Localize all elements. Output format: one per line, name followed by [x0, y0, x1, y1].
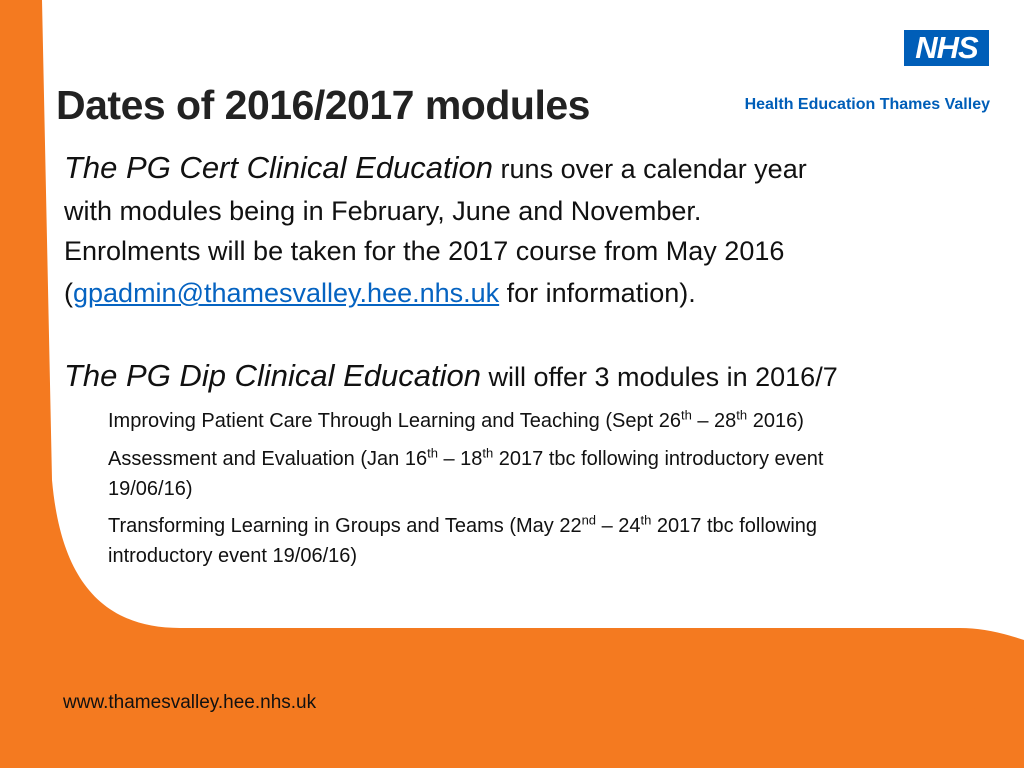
page-title: Dates of 2016/2017 modules [56, 82, 590, 128]
module-item-1 [108, 407, 804, 433]
nhs-logo: NHS [904, 30, 989, 66]
paren-open: ( [64, 278, 73, 308]
pgcert-line-3: Enrolments will be taken for the 2017 course from May 2016 [64, 236, 785, 266]
module-3-sup-2: th [640, 512, 652, 528]
pgcert-line-1 [64, 150, 807, 186]
organization-name: Health Education Thames Valley [744, 96, 990, 113]
module-2-sup-2: th [482, 445, 494, 461]
module-1-text-c: 2016) [747, 410, 804, 432]
module-1-text-b: – 28 [691, 410, 737, 432]
pgcert-line-1-text: runs over a calendar year [500, 154, 807, 184]
module-2-text-c: 2017 tbc following introductory event [493, 448, 824, 470]
pgcert-course-name: The PG Cert Clinical Education [64, 150, 494, 185]
module-item-3-cont: introductory event 19/06/16) [108, 545, 358, 567]
pgdip-heading [64, 358, 838, 394]
module-1-sup-1: th [680, 407, 692, 423]
pgdip-course-name: The PG Dip Clinical Education [64, 358, 481, 393]
footer-website-url: www.thamesvalley.hee.nhs.uk [63, 692, 317, 713]
module-2-text-b: – 18 [437, 448, 483, 470]
module-1-text-a: Improving Patient Care Through Learning and Teaching (Sept 26 [108, 410, 681, 432]
module-2-text-a: Assessment and Evaluation (Jan 16 [108, 448, 428, 470]
module-item-2-cont: 19/06/16) [108, 478, 193, 500]
pgcert-line-4 [64, 278, 696, 309]
pgcert-line-4-text: for information). [499, 278, 696, 308]
module-item-2 [108, 445, 824, 471]
module-3-text-c: 2017 tbc following [651, 515, 818, 537]
module-item-3 [108, 512, 818, 538]
pgdip-heading-text: will offer 3 modules in 2016/7 [488, 362, 838, 392]
module-3-text-b: – 24 [596, 515, 641, 537]
module-1-sup-2: th [736, 407, 748, 423]
module-3-sup-1: nd [581, 512, 597, 528]
module-2-sup-1: th [427, 445, 438, 461]
pgcert-line-2: with modules being in February, June and November. [64, 196, 702, 226]
contact-email-link[interactable]: gpadmin@thamesvalley.hee.nhs.uk [73, 278, 500, 308]
module-3-text-a: Transforming Learning in Groups and Teams (May 22 [108, 515, 582, 537]
